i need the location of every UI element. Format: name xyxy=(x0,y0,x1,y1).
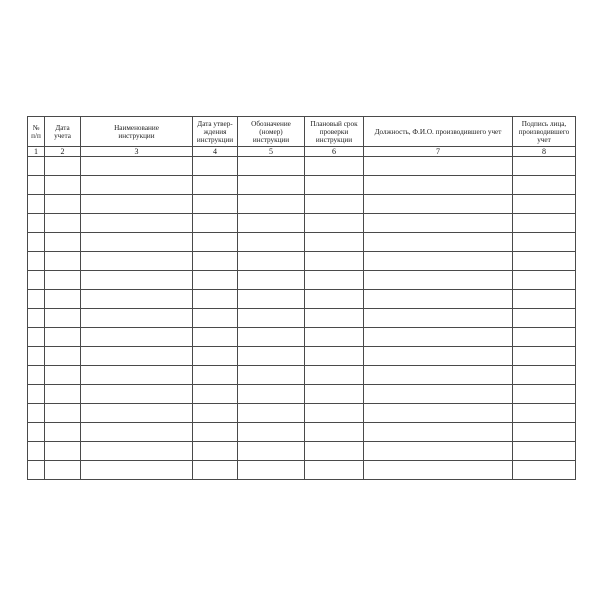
table-cell[interactable] xyxy=(305,195,364,214)
table-row xyxy=(28,385,576,404)
table-cell[interactable] xyxy=(364,423,513,442)
table-cell[interactable] xyxy=(364,404,513,423)
table-cell[interactable] xyxy=(305,176,364,195)
table-row xyxy=(28,271,576,290)
table-cell[interactable] xyxy=(364,366,513,385)
table-cell[interactable] xyxy=(513,252,576,271)
table-cell[interactable] xyxy=(193,461,238,480)
column-number-row xyxy=(28,147,576,157)
table-cell[interactable] xyxy=(238,404,305,423)
table-cell[interactable] xyxy=(238,176,305,195)
instruction-log-table xyxy=(27,116,576,480)
table-cell[interactable] xyxy=(513,328,576,347)
table-cell[interactable] xyxy=(305,442,364,461)
table-cell[interactable] xyxy=(81,423,193,442)
table-cell[interactable] xyxy=(305,290,364,309)
table-cell[interactable] xyxy=(238,271,305,290)
column-header-instruction-name: Наименование инструкции xyxy=(81,117,193,147)
table-cell[interactable] xyxy=(193,252,238,271)
column-number: 7 xyxy=(364,147,513,157)
table-cell[interactable] xyxy=(238,157,305,176)
column-header-signature: Подпись лица, производившего учет xyxy=(513,117,576,147)
table-cell[interactable] xyxy=(193,347,238,366)
table-cell[interactable] xyxy=(513,404,576,423)
table-cell[interactable] xyxy=(513,157,576,176)
table-cell[interactable] xyxy=(305,347,364,366)
table-cell[interactable] xyxy=(193,442,238,461)
table-row xyxy=(28,309,576,328)
table-cell[interactable] xyxy=(28,157,45,176)
table-cell[interactable] xyxy=(81,366,193,385)
table-cell[interactable] xyxy=(193,366,238,385)
table-cell[interactable] xyxy=(305,461,364,480)
table-cell[interactable] xyxy=(238,309,305,328)
table-row xyxy=(28,290,576,309)
table-cell[interactable] xyxy=(45,423,81,442)
column-header-review-deadline: Плановый срок проверки инструкции xyxy=(305,117,364,147)
table-cell[interactable] xyxy=(364,290,513,309)
table-cell[interactable] xyxy=(513,176,576,195)
table-cell[interactable] xyxy=(45,309,81,328)
table-cell[interactable] xyxy=(238,328,305,347)
table-cell[interactable] xyxy=(193,423,238,442)
table-cell[interactable] xyxy=(513,214,576,233)
table-cell[interactable] xyxy=(305,157,364,176)
table-cell[interactable] xyxy=(193,233,238,252)
table-cell[interactable] xyxy=(81,233,193,252)
table-cell[interactable] xyxy=(45,195,81,214)
table-cell[interactable] xyxy=(28,442,45,461)
table-cell[interactable] xyxy=(513,366,576,385)
table-cell[interactable] xyxy=(364,176,513,195)
table-cell[interactable] xyxy=(513,347,576,366)
table-cell[interactable] xyxy=(28,404,45,423)
column-number: 1 xyxy=(28,147,45,157)
table-row xyxy=(28,176,576,195)
table-cell[interactable] xyxy=(364,195,513,214)
table-cell[interactable] xyxy=(81,195,193,214)
table-cell[interactable] xyxy=(305,385,364,404)
table-cell[interactable] xyxy=(364,461,513,480)
table-row xyxy=(28,423,576,442)
column-number: 2 xyxy=(45,147,81,157)
table-cell[interactable] xyxy=(193,385,238,404)
table-cell[interactable] xyxy=(305,252,364,271)
table-cell[interactable] xyxy=(513,233,576,252)
table-cell[interactable] xyxy=(513,195,576,214)
table-cell[interactable] xyxy=(238,347,305,366)
table-cell[interactable] xyxy=(305,366,364,385)
column-header-position-name: Должность, Ф.И.О. производившего учет xyxy=(364,117,513,147)
table-row xyxy=(28,347,576,366)
column-header-date: Дата учета xyxy=(45,117,81,147)
table-cell[interactable] xyxy=(45,290,81,309)
table-cell[interactable] xyxy=(238,442,305,461)
table-cell[interactable] xyxy=(81,328,193,347)
table-cell[interactable] xyxy=(28,271,45,290)
table-cell[interactable] xyxy=(28,309,45,328)
table-cell[interactable] xyxy=(238,214,305,233)
table-cell[interactable] xyxy=(513,271,576,290)
table-cell[interactable] xyxy=(45,214,81,233)
table-cell[interactable] xyxy=(364,233,513,252)
column-header-row xyxy=(28,117,576,147)
table-cell[interactable] xyxy=(364,385,513,404)
table-cell[interactable] xyxy=(81,290,193,309)
column-number: 6 xyxy=(305,147,364,157)
table-cell[interactable] xyxy=(81,157,193,176)
table-cell[interactable] xyxy=(364,271,513,290)
table-cell[interactable] xyxy=(81,404,193,423)
table-cell[interactable] xyxy=(81,309,193,328)
table-cell[interactable] xyxy=(45,385,81,404)
table-cell[interactable] xyxy=(193,404,238,423)
table-cell[interactable] xyxy=(45,366,81,385)
table-cell[interactable] xyxy=(28,176,45,195)
table-cell[interactable] xyxy=(305,233,364,252)
table-cell[interactable] xyxy=(193,214,238,233)
table-row xyxy=(28,404,576,423)
table-cell[interactable] xyxy=(28,366,45,385)
table-cell[interactable] xyxy=(28,328,45,347)
table-cell[interactable] xyxy=(238,233,305,252)
table-row xyxy=(28,195,576,214)
table-cell[interactable] xyxy=(513,290,576,309)
table-cell[interactable] xyxy=(364,157,513,176)
table-cell[interactable] xyxy=(45,157,81,176)
table-row xyxy=(28,233,576,252)
table-cell[interactable] xyxy=(81,461,193,480)
table-cell[interactable] xyxy=(238,461,305,480)
column-header-designation: Обозначение (номер) инструкции xyxy=(238,117,305,147)
table-cell[interactable] xyxy=(193,309,238,328)
table-cell[interactable] xyxy=(238,252,305,271)
table-cell[interactable] xyxy=(45,252,81,271)
table-cell[interactable] xyxy=(45,271,81,290)
table-body xyxy=(28,157,576,480)
table-cell[interactable] xyxy=(513,442,576,461)
table-cell[interactable] xyxy=(364,442,513,461)
column-number: 4 xyxy=(193,147,238,157)
table-cell[interactable] xyxy=(28,461,45,480)
table-cell[interactable] xyxy=(81,252,193,271)
column-number: 8 xyxy=(513,147,576,157)
table-cell[interactable] xyxy=(305,423,364,442)
table-cell[interactable] xyxy=(28,347,45,366)
table-cell[interactable] xyxy=(81,271,193,290)
table-row xyxy=(28,328,576,347)
table-cell[interactable] xyxy=(28,290,45,309)
table-cell[interactable] xyxy=(364,328,513,347)
table-cell[interactable] xyxy=(193,290,238,309)
table-cell[interactable] xyxy=(238,195,305,214)
table-cell[interactable] xyxy=(81,214,193,233)
table-row xyxy=(28,214,576,233)
table-cell[interactable] xyxy=(45,233,81,252)
table-cell[interactable] xyxy=(513,309,576,328)
table-cell[interactable] xyxy=(81,176,193,195)
table-cell[interactable] xyxy=(364,309,513,328)
table-cell[interactable] xyxy=(45,461,81,480)
table-cell[interactable] xyxy=(45,347,81,366)
table-row xyxy=(28,442,576,461)
table-cell[interactable] xyxy=(45,328,81,347)
table-cell[interactable] xyxy=(28,385,45,404)
table-cell[interactable] xyxy=(193,271,238,290)
column-number: 5 xyxy=(238,147,305,157)
table-cell[interactable] xyxy=(45,404,81,423)
table-cell[interactable] xyxy=(45,442,81,461)
table-cell[interactable] xyxy=(193,157,238,176)
table-cell[interactable] xyxy=(28,423,45,442)
table-cell[interactable] xyxy=(45,176,81,195)
table-cell[interactable] xyxy=(193,176,238,195)
table-cell[interactable] xyxy=(305,328,364,347)
column-header-approval-date: Дата утвер- ждения инструкции xyxy=(193,117,238,147)
table-cell[interactable] xyxy=(513,385,576,404)
table-cell[interactable] xyxy=(364,347,513,366)
table-cell[interactable] xyxy=(238,366,305,385)
table-cell[interactable] xyxy=(81,347,193,366)
table-row xyxy=(28,252,576,271)
table-cell[interactable] xyxy=(364,252,513,271)
table-cell[interactable] xyxy=(513,461,576,480)
table-row xyxy=(28,157,576,176)
table-cell[interactable] xyxy=(238,290,305,309)
table-cell[interactable] xyxy=(305,214,364,233)
table-cell[interactable] xyxy=(81,442,193,461)
column-header-number: № п/п xyxy=(28,117,45,147)
table-cell[interactable] xyxy=(305,271,364,290)
table-cell[interactable] xyxy=(28,195,45,214)
table-cell[interactable] xyxy=(305,309,364,328)
table-cell[interactable] xyxy=(193,195,238,214)
table-cell[interactable] xyxy=(28,214,45,233)
table-row xyxy=(28,366,576,385)
table-cell[interactable] xyxy=(28,233,45,252)
table-cell[interactable] xyxy=(193,328,238,347)
column-number: 3 xyxy=(81,147,193,157)
table-cell[interactable] xyxy=(238,423,305,442)
table-cell[interactable] xyxy=(305,404,364,423)
table-cell[interactable] xyxy=(238,385,305,404)
table-cell[interactable] xyxy=(513,423,576,442)
table-cell[interactable] xyxy=(364,214,513,233)
table-cell[interactable] xyxy=(28,252,45,271)
table-cell[interactable] xyxy=(81,385,193,404)
table-row xyxy=(28,461,576,480)
